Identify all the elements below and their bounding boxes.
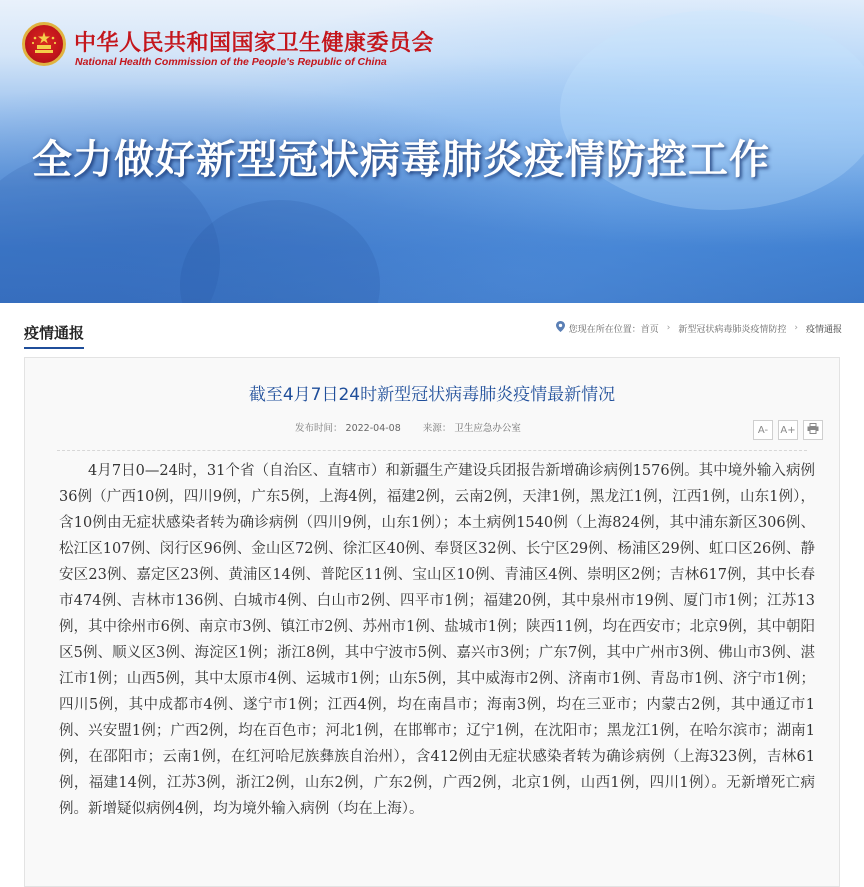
location-pin-icon <box>556 321 565 335</box>
banner-background-figure <box>180 200 380 303</box>
article-meta <box>295 420 521 434</box>
org-name-english: National Health Commission of the People's Republic of China <box>75 56 387 68</box>
article-source: 卫生应急办公室 <box>454 423 521 434</box>
published-date: 2022-04-08 <box>345 423 401 434</box>
breadcrumb-separator-icon: › <box>666 323 671 333</box>
breadcrumb <box>556 321 842 335</box>
article-container <box>24 357 840 887</box>
breadcrumb-prefix: 您现在所在位置： <box>568 324 641 335</box>
national-emblem-icon <box>22 22 66 66</box>
print-icon <box>807 423 819 437</box>
font-decrease-button[interactable]: A- <box>753 420 773 440</box>
section-header <box>0 303 864 351</box>
article-tools <box>753 420 823 440</box>
org-name-chinese: 中华人民共和国国家卫生健康委员会 <box>74 30 435 56</box>
site-banner <box>0 0 864 303</box>
breadcrumb-covid-link[interactable]: 新型冠状病毒肺炎疫情防控 <box>678 324 787 335</box>
breadcrumb-home-link[interactable]: 首页 <box>640 324 659 335</box>
meta-divider <box>57 450 807 451</box>
breadcrumb-current: 疫情通报 <box>805 324 842 335</box>
print-button[interactable] <box>803 420 823 440</box>
breadcrumb-separator-icon: › <box>794 323 798 333</box>
article-title: 截至4月7日24时新型冠状病毒肺炎疫情最新情况 <box>248 385 616 405</box>
font-increase-button[interactable]: A+ <box>778 420 798 440</box>
source-label: 来源： <box>422 423 452 434</box>
section-title[interactable]: 疫情通报 <box>24 322 84 349</box>
banner-slogan: 全力做好新型冠状病毒肺炎疫情防控工作 <box>32 137 770 183</box>
published-label: 发布时间： <box>295 423 343 434</box>
article-body: 4月7日0—24时，31个省（自治区、直辖市）和新疆生产建设兵团报告新增确诊病例1576例。其中境外输入病例36例（广西10例，四川9例，广东5例，上海4例，福建2例，云南2例，天津1例，黑龙江1例，江西1例，山东1例），含10例由无症状感染者转为确诊病例（四川9例，山东1例）；本土病例1540例（上海824例，其中浦东新区306例、松江区107例、闵行区96例、金山区72例、徐汇区40例、奉贤区32例、长宁区29例、杨浦区29例、虹口区26例、静安区23例、嘉定区23例、黄浦区14例、普陀区11例、宝山区10例、青浦区4例、崇明区2例；吉林617例，其中长春市474例、吉林市136例、白城市4例、白山市2例、四平市1例；福建20例，其中泉州市19例、厦门市1例；江苏13例，其中徐州市6例、南京市3例、镇江市2例、苏州市1例、盐城市1例；陕西11例，均在西安市；北京9例，其中朝阳区5例、顺义区3例、海淀区1例；浙江8例，其中宁波市5例、嘉兴市3例；广东7例，其中广州市3例、佛山市3例、湛江市1例；山西5例，其中太原市4例、运城市1例；山东5例，其中威海市2例、济南市1例、青岛市1例、济宁市1例；四川5例，其中成都市4例、遂宁市1例；江西4例，均在南昌市；海南3例，均在三亚市；内蒙古2例，其中通辽市1例、兴安盟1例；广西2例，均在百色市；河北1例，在邯郸市；辽宁1例，在沈阳市；黑龙江1例，在哈尔滨市；湖南1例，在邵阳市；云南1例，在红河哈尼族彝族自治州），含412例由无症状感染者转为确诊病例（上海323例，吉林61例，福建14例，江苏3例，浙江2例，山东2例，广东2例，广西2例，北京1例，山西1例，四川1例）。无新增死亡病例。新增疑似病例4例，均为境外输入病例（均在上海）。 <box>59 463 815 817</box>
